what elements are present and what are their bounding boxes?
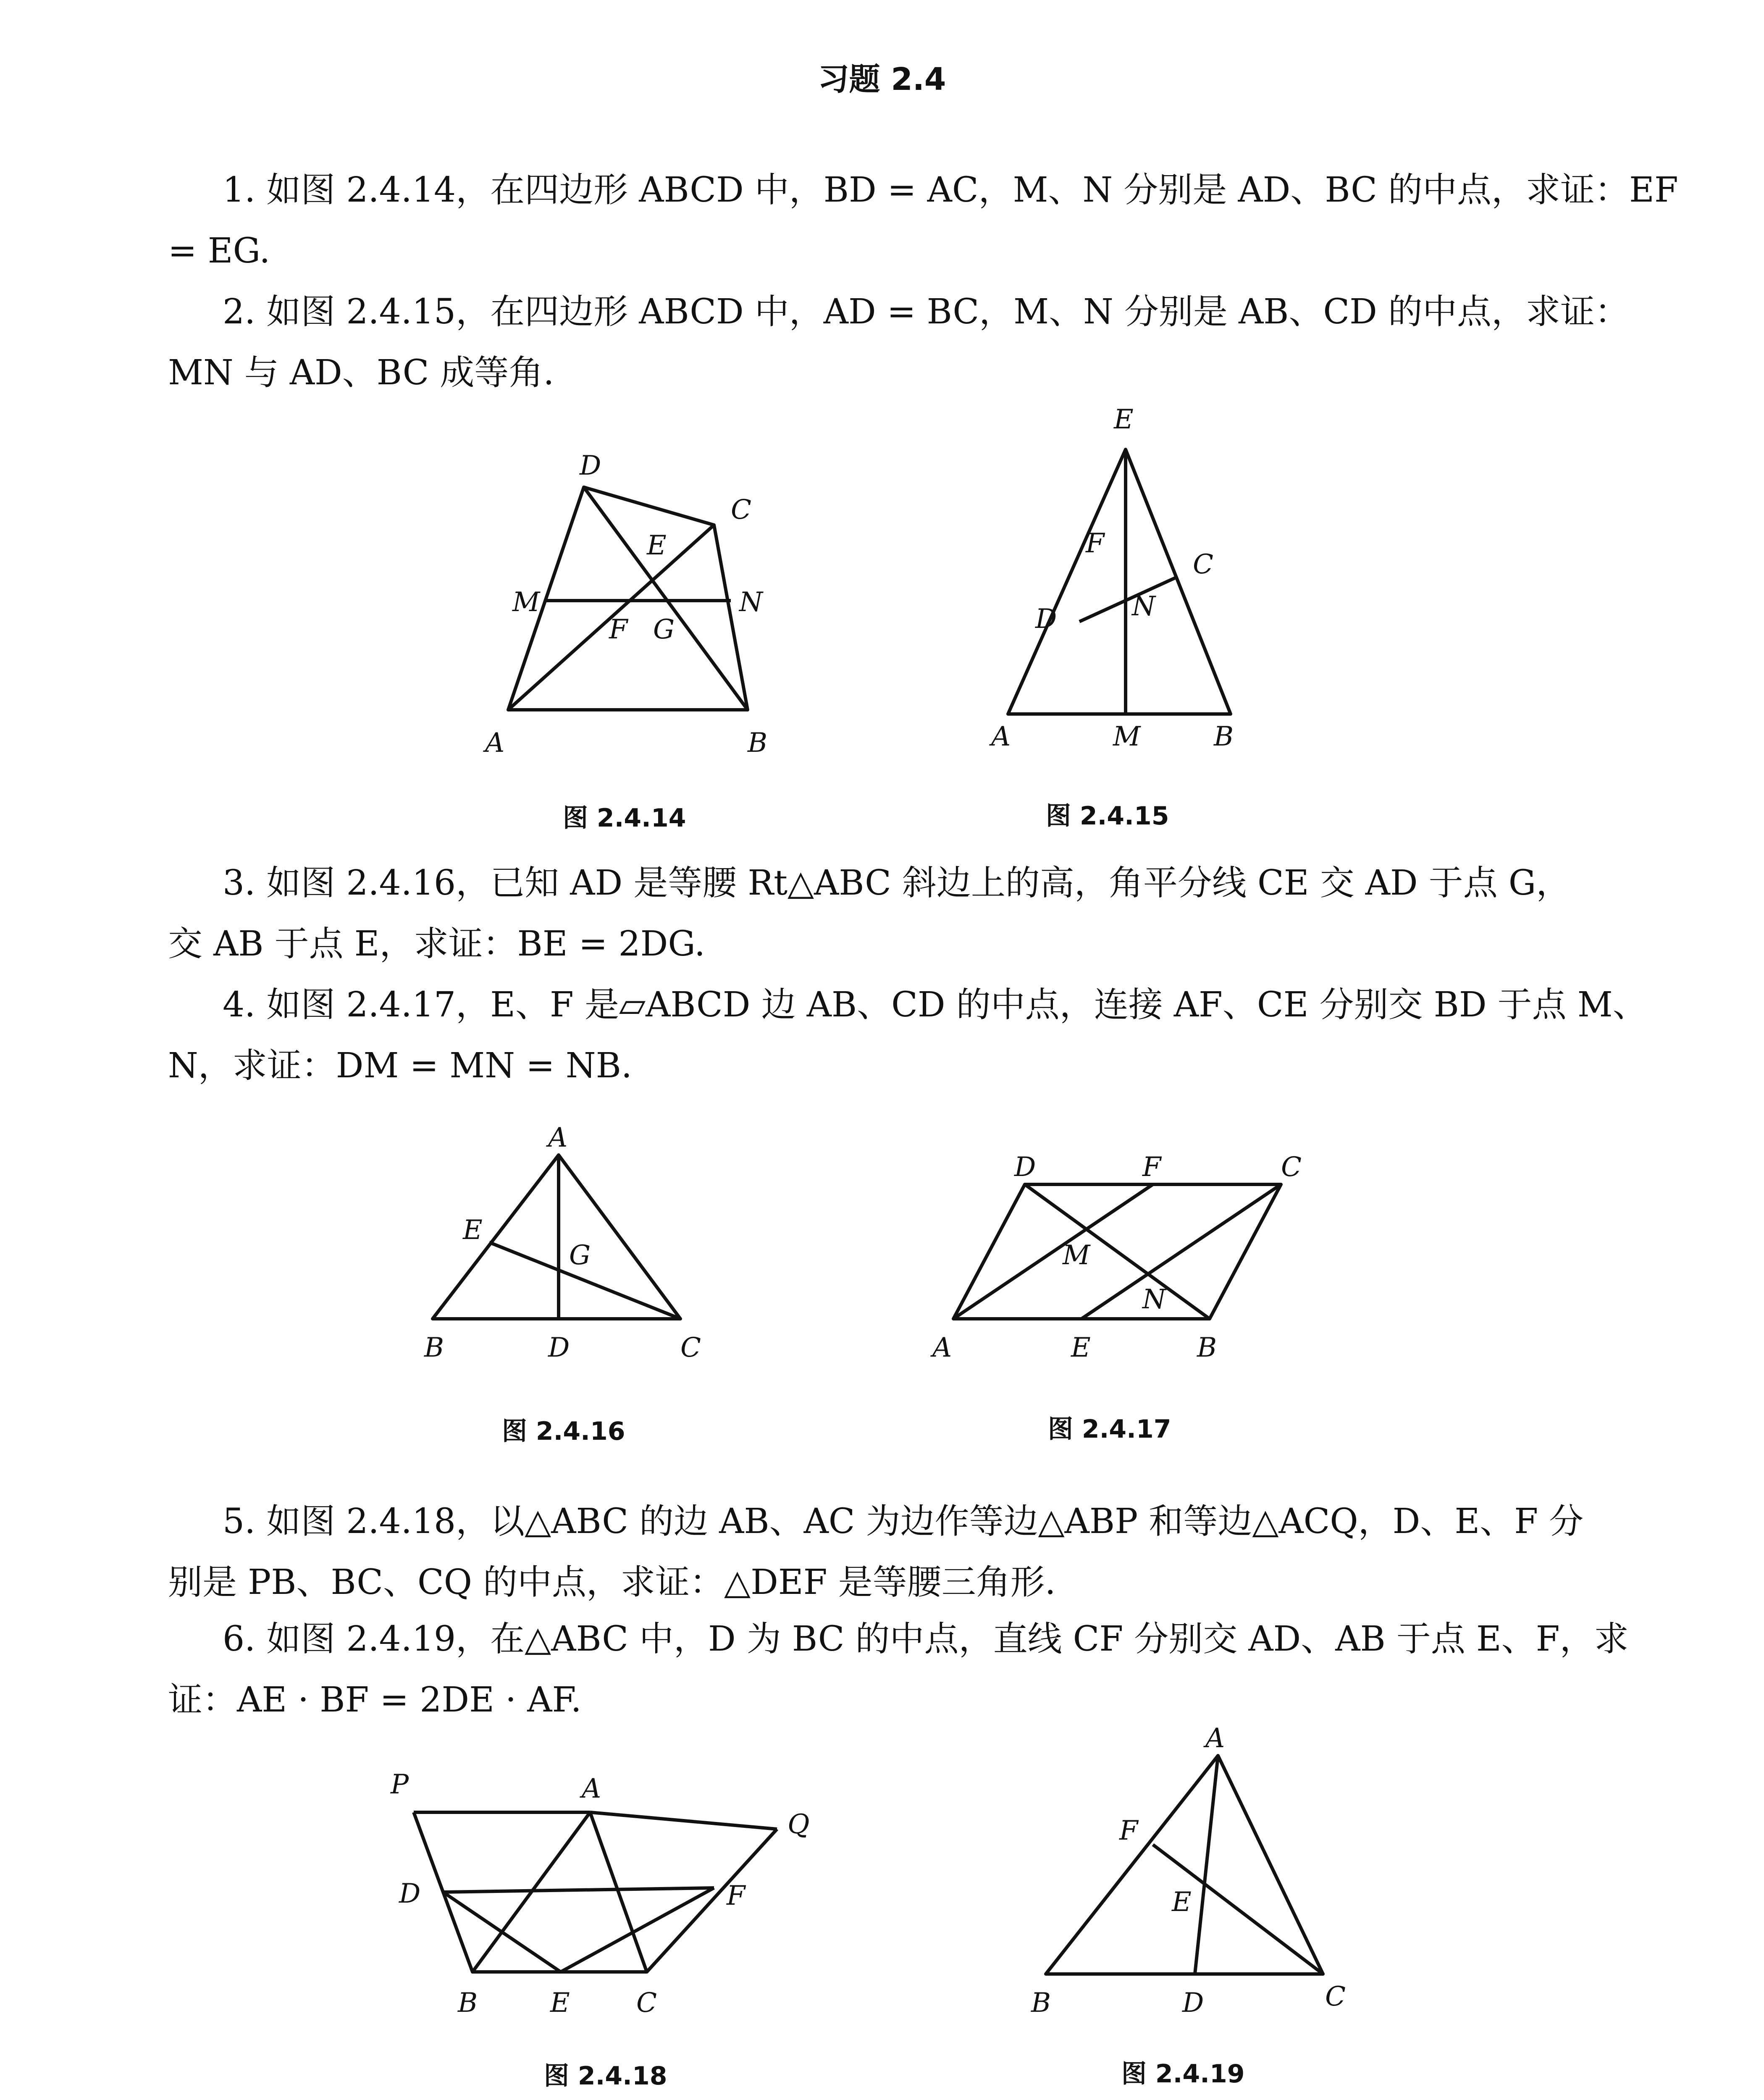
problem-line: MN 与 AD、BC 成等角. <box>168 353 554 393</box>
label-d: D <box>1035 604 1057 635</box>
problem-line: 1. 如图 2.4.14，在四边形 ABCD 中，BD = AC，M、N 分别是 AD、BC 的中点，求证：EF <box>223 170 1678 210</box>
label-n: N <box>1142 1284 1166 1315</box>
diagonal-bd <box>584 487 748 710</box>
label-n: N <box>1132 591 1155 622</box>
problem-6 <box>168 1609 1629 1730</box>
page-title: 习题 2.4 <box>818 61 946 97</box>
label-f: F <box>727 1880 746 1911</box>
label-e: E <box>1114 404 1134 435</box>
label-a: A <box>582 1773 601 1804</box>
label-b: B <box>458 1987 478 2019</box>
problem-line: 6. 如图 2.4.19，在△ABC 中，D 为 BC 的中点，直线 CF 分别交 AD、AB 于点 E、F，求 <box>223 1619 1629 1659</box>
problem-line: 别是 PB、BC、CQ 的中点，求证：△DEF 是等腰三角形. <box>168 1562 1056 1602</box>
caption-2-4-18: 图 2.4.18 <box>544 2061 667 2091</box>
problem-line: 交 AB 于点 E，求证：BE = 2DG. <box>168 924 706 964</box>
label-m: M <box>1063 1240 1090 1271</box>
label-c: C <box>680 1332 701 1363</box>
problem-4 <box>168 974 1647 1096</box>
label-e: E <box>647 530 667 561</box>
label-q: Q <box>788 1809 810 1840</box>
label-d: D <box>580 450 601 481</box>
segment-aq <box>590 1812 777 1829</box>
segment-ef <box>561 1888 714 1972</box>
figure-2-4-14 <box>462 428 806 773</box>
label-c: C <box>1193 549 1213 580</box>
label-g: G <box>653 614 675 645</box>
label-f: F <box>609 614 628 645</box>
label-c: C <box>636 1987 657 2019</box>
label-p: P <box>391 1769 409 1800</box>
problem-line: 4. 如图 2.4.17，E、F 是▱ABCD 边 AB、CD 的中点，连接 AF、CE 分别交 BD 于点 M、 <box>223 985 1647 1025</box>
problem-1 <box>168 160 1678 281</box>
figure-2-4-17 <box>924 1134 1336 1369</box>
figure-2-4-16 <box>412 1109 756 1369</box>
segment-ac <box>590 1812 647 1972</box>
problem-3 <box>168 853 1583 974</box>
problem-line: N，求证：DM = MN = NB. <box>168 1046 632 1086</box>
label-e: E <box>1071 1332 1091 1363</box>
label-a: A <box>932 1332 952 1363</box>
label-e: E <box>550 1987 570 2019</box>
label-a: A <box>548 1122 568 1153</box>
problem-2 <box>168 281 1629 403</box>
label-m: M <box>512 587 540 618</box>
label-d: D <box>548 1332 570 1363</box>
segment-de <box>443 1892 561 1972</box>
label-f: F <box>1086 528 1105 559</box>
label-a: A <box>1205 1723 1225 1754</box>
label-b: B <box>1197 1332 1217 1363</box>
problem-line: 证：AE · BF = 2DE · AF. <box>168 1680 582 1720</box>
caption-2-4-16: 图 2.4.16 <box>502 1417 625 1446</box>
label-c: C <box>731 494 751 525</box>
label-c: C <box>1325 1981 1346 2012</box>
label-b: B <box>424 1332 444 1363</box>
label-b: B <box>1214 721 1234 752</box>
caption-2-4-19: 图 2.4.19 <box>1121 2059 1245 2089</box>
figure-2-4-18 <box>378 1743 840 2029</box>
caption-2-4-14: 图 2.4.14 <box>563 803 686 833</box>
label-a: A <box>485 727 505 759</box>
label-b: B <box>748 727 768 759</box>
label-m: M <box>1113 721 1141 752</box>
label-b: B <box>1031 1987 1051 2019</box>
problem-line: 2. 如图 2.4.15，在四边形 ABCD 中，AD = BC，M、N 分别是 AB、CD 的中点，求证： <box>223 292 1629 332</box>
triangle-abe <box>1008 449 1231 714</box>
caption-2-4-17: 图 2.4.17 <box>1048 1415 1171 1444</box>
segment-df <box>443 1888 714 1892</box>
segment-dc <box>1079 578 1176 622</box>
label-d: D <box>1182 1987 1204 2019</box>
label-n: N <box>739 587 763 618</box>
caption-2-4-15: 图 2.4.15 <box>1046 801 1169 831</box>
label-d: D <box>1014 1152 1036 1183</box>
problem-line: = EG. <box>168 231 270 271</box>
label-f: F <box>1119 1815 1138 1846</box>
figure-2-4-19 <box>1021 1722 1357 2041</box>
label-e: E <box>1172 1887 1192 1918</box>
label-a: A <box>991 721 1011 752</box>
label-g: G <box>569 1240 591 1271</box>
problem-line: 3. 如图 2.4.16，已知 AD 是等腰 Rt△ABC 斜边上的高，角平分线 CE 交 AD 于点 G， <box>223 863 1571 903</box>
label-c: C <box>1281 1152 1302 1183</box>
figure-2-4-15 <box>966 403 1285 773</box>
problem-line: 5. 如图 2.4.18，以△ABC 的边 AB、AC 为边作等边△ABP 和等边△ACQ，D、E、F 分 <box>223 1502 1584 1541</box>
label-e: E <box>463 1215 483 1246</box>
median-ad <box>1195 1756 1218 1974</box>
label-f: F <box>1142 1152 1161 1183</box>
label-d: D <box>399 1878 421 1909</box>
problem-5 <box>168 1491 1583 1613</box>
